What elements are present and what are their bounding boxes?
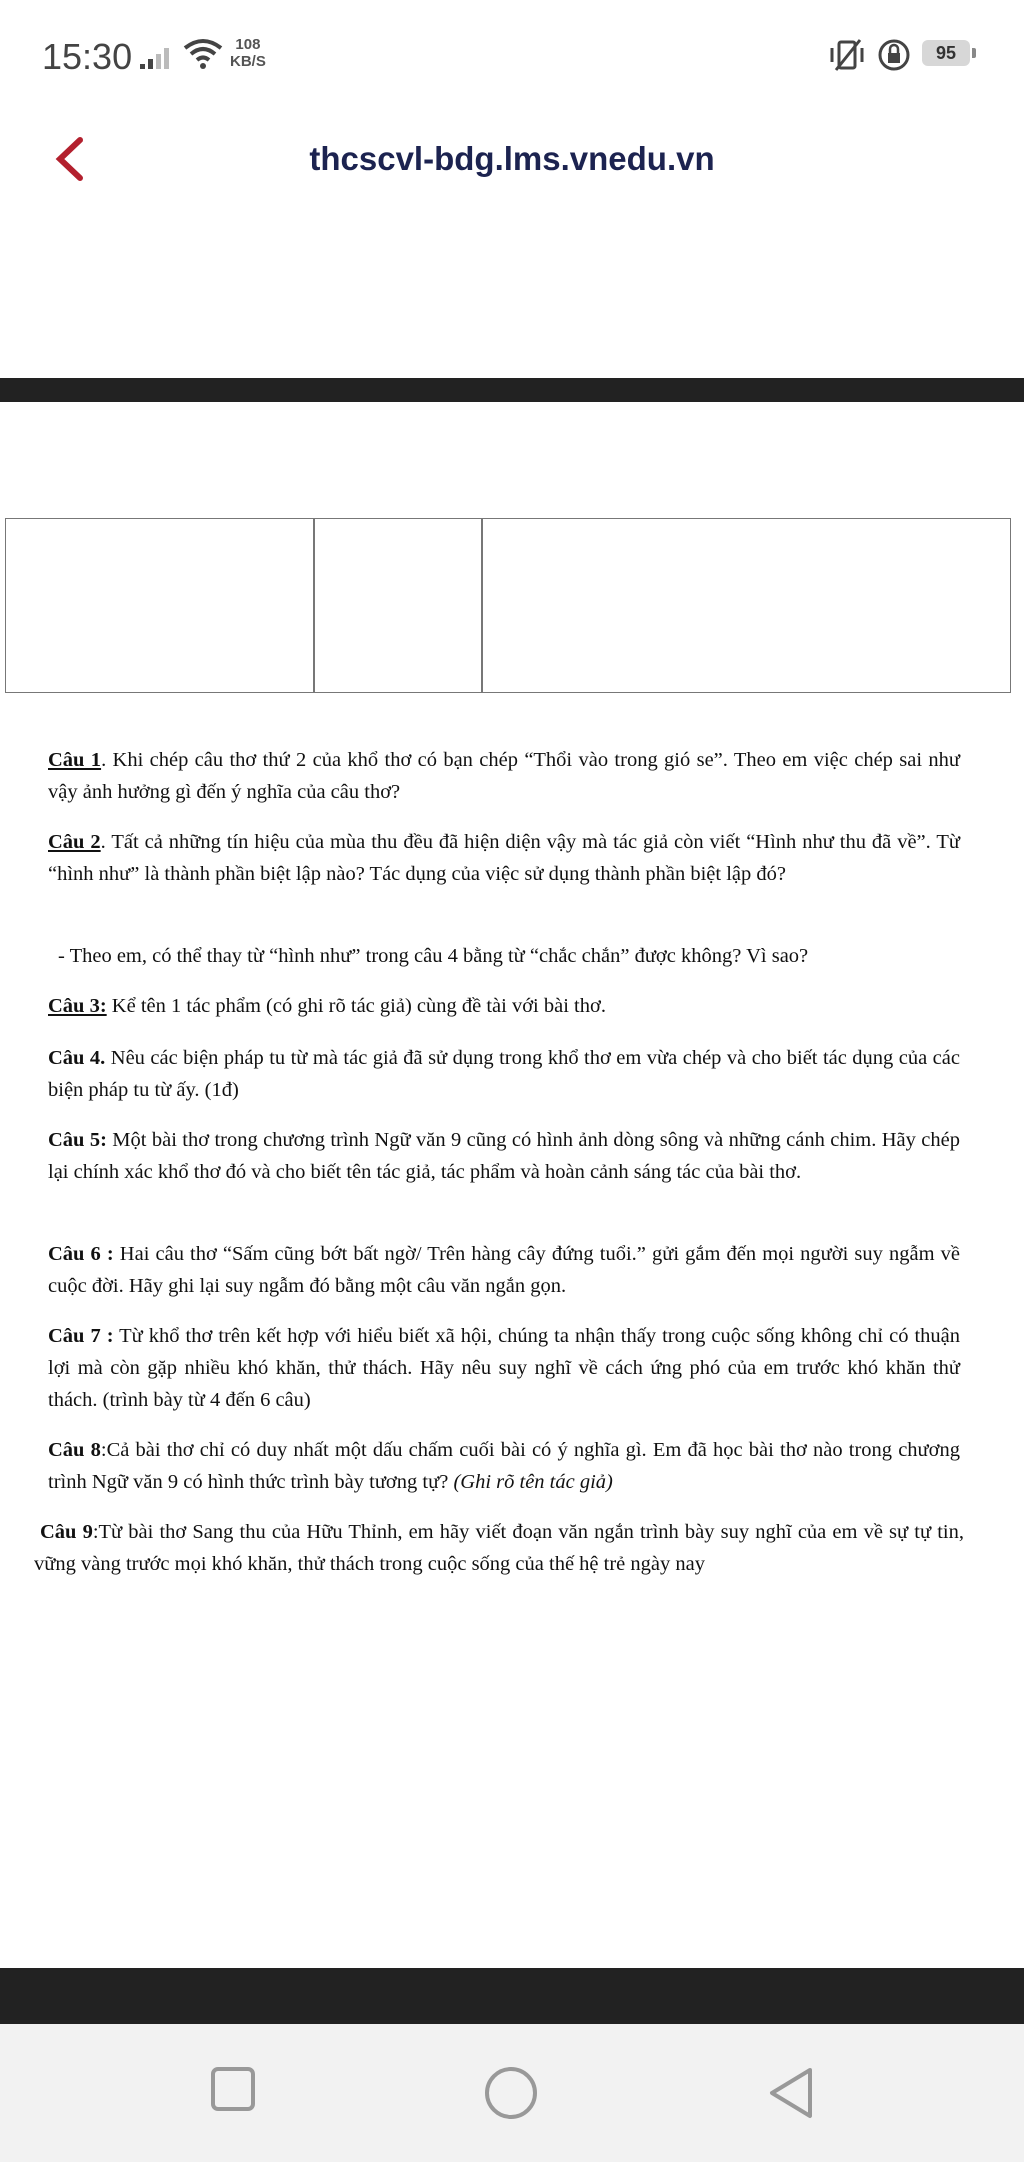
wifi-icon [183, 38, 223, 70]
back-triangle-icon[interactable] [768, 2066, 814, 2120]
question-1 [48, 744, 960, 808]
question-6 [48, 1238, 960, 1302]
document-bottom-edge [0, 1968, 1024, 2024]
question-7 [48, 1320, 960, 1416]
question-3 [48, 990, 960, 1022]
question-8-label: Câu 8 [48, 1439, 101, 1461]
question-8-text: :Cả bài thơ chỉ có duy nhất một dấu chấm cuối bài có ý nghĩa gì. Em đã học bài thơ nào trong chương trình Ngữ văn 9 có hình thức trình bày tương tự? [48, 1439, 960, 1493]
question-2 [48, 826, 960, 890]
question-7-label: Câu 7 : [48, 1325, 114, 1347]
battery-tip [972, 48, 976, 58]
question-2-text: . Tất cả những tín hiệu của mùa thu đều đã hiện diện vậy mà tác giả còn viết “Hình như thu đã về”. Từ “hình như” là thành phần biệt lập nào? Tác dụng của việc sử dụng thành phần biệt lập đó? [48, 831, 960, 885]
vibrate-icon [826, 38, 868, 72]
question-1-text: . Khi chép câu thơ thứ 2 của khổ thơ có bạn chép “Thổi vào trong gió se”. Theo em việc chép sai như vậy ảnh hưởng gì đến ý nghĩa của câu thơ? [48, 749, 960, 803]
status-time: 15:30 [42, 36, 133, 77]
net-speed-unit: KB/S [230, 53, 266, 70]
question-4-label: Câu 4. [48, 1047, 106, 1069]
question-6-label: Câu 6 : [48, 1243, 114, 1265]
question-5 [48, 1124, 960, 1188]
recents-square-icon[interactable] [210, 2066, 256, 2112]
question-5-label: Câu 5: [48, 1129, 107, 1151]
table-divider [313, 519, 315, 692]
question-2-sub: - Theo em, có thể thay từ “hình như” trong câu 4 bằng từ “chắc chắn” được không? Vì sao? [58, 945, 809, 967]
question-8 [48, 1434, 960, 1498]
question-1-label: Câu 1 [48, 749, 102, 771]
question-3-text: Kể tên 1 tác phẩm (có ghi rõ tác giả) cùng đề tài với bài thơ. [106, 995, 606, 1017]
question-7-text: Từ khổ thơ trên kết hợp với hiểu biết xã hội, chúng ta nhận thấy trong cuộc sống không chỉ có thuận lợi mà còn gặp nhiều khó khăn, thử thách. Hãy nêu suy nghĩ về cách ứng phó của em trước khó khăn thử thách. (trình bày từ 4 đến 6 câu) [48, 1325, 960, 1411]
net-speed-value: 108 [235, 36, 261, 53]
page-url[interactable]: thcscvl-bdg.lms.vnedu.vn [309, 140, 715, 177]
home-circle-icon[interactable] [484, 2066, 538, 2120]
rotation-lock-icon [877, 38, 911, 72]
document-top-edge [0, 378, 1024, 402]
question-4 [48, 1042, 960, 1106]
net-speed [230, 36, 266, 70]
question-5-text: Một bài thơ trong chương trình Ngữ văn 9 cũng có hình ảnh dòng sông và những cánh chim. Hãy chép lại chính xác khổ thơ đó và cho biết tên tác giả, tác phẩm và hoàn cảnh sáng tác của bài thơ. [48, 1129, 960, 1183]
question-8-note: (Ghi rõ tên tác giả) [448, 1471, 613, 1493]
question-2-label: Câu 2 [48, 831, 101, 853]
question-6-text: Hai câu thơ “Sấm cũng bớt bất ngờ/ Trên hàng cây đứng tuổi.” gửi gắm đến mọi người suy ngẫm về cuộc đời. Hãy ghi lại suy ngẫm đó bằng một câu văn ngắn gọn. [48, 1243, 960, 1297]
question-9 [34, 1516, 964, 1580]
question-4-text: Nêu các biện pháp tu từ mà tác giả đã sử dụng trong khổ thơ em vừa chép và cho biết tác dụng của các biện pháp tu từ ấy. (1đ) [48, 1047, 960, 1101]
question-9-text: :Từ bài thơ Sang thu của Hữu Thỉnh, em hãy viết đoạn văn ngắn trình bày suy nghĩ của em về sự tự tin, vững vàng trước mọi khó khăn, thử thách trong cuộc sống của thế hệ trẻ ngày nay [34, 1521, 964, 1575]
question-9-label: Câu 9 [40, 1521, 93, 1543]
battery-icon: 95 [922, 40, 970, 66]
signal-icon [140, 44, 176, 70]
question-3-label: Câu 3: [48, 995, 107, 1017]
header-table [5, 518, 1011, 693]
status-bar [0, 0, 1024, 110]
table-divider [481, 519, 483, 692]
